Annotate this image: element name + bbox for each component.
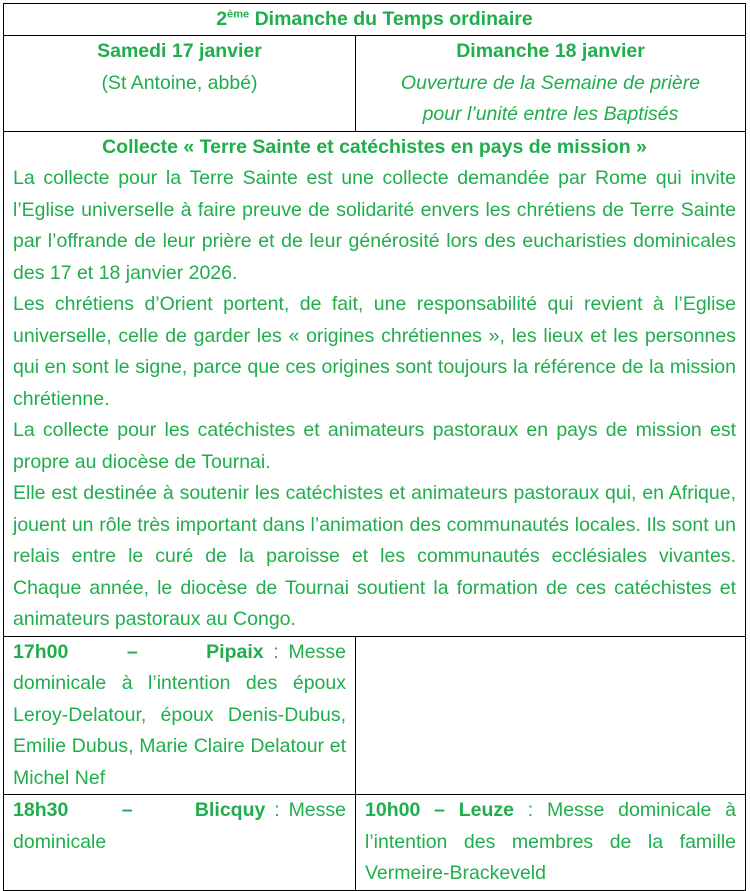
empty-cell (356, 636, 746, 795)
leuze-time-place: 10h00 – Leuze (365, 799, 514, 821)
days-row (4, 36, 746, 132)
page-title (4, 4, 746, 36)
evening-mass-row (4, 795, 746, 891)
collecte-paragraph: La collecte pour la Terre Sainte est une collecte demandée par Rome qui invite l’Eglise universelle à faire preuve de solidarité envers les chrétiens de Terre Sainte par l’offrande de leur prière et de leur générosité lors des eucharisties dominicales des 17 et 18 janvier 2026. (13, 167, 736, 284)
saturday-date: Samedi 17 janvier (97, 40, 262, 62)
title-text: Dimanche du Temps ordinaire (249, 8, 533, 30)
blicquy-time: 18h30 (13, 799, 69, 821)
blicquy-mass-cell (4, 795, 356, 891)
leuze-mass-cell (356, 795, 746, 891)
pipaix-desc: : Messe dominicale à l’intention des époux Leroy-Delatour, époux Denis-Dubus, Emilie Dubus, Marie Claire Delatour et Michel Nef (13, 640, 346, 789)
saturday-cell (4, 36, 356, 132)
blicquy-mass-entry (13, 795, 346, 858)
collecte-paragraph: Les chrétiens d’Orient portent, de fait, une responsabilité qui revient à l’Eglise universelle, celle de garder les « origines chrétiennes », les lieux et les personnes qui en sont le signe, parce que ces origines sont toujours la référence de la mission chrétienne. (13, 293, 736, 410)
pipaix-mass-cell (4, 636, 356, 795)
leuze-mass-entry (365, 795, 736, 890)
title-row (4, 4, 746, 36)
saturday-note: (St Antoine, abbé) (101, 71, 258, 94)
pipaix-place: Pipaix (206, 640, 264, 663)
schedule-table (3, 3, 746, 891)
sunday-date: Dimanche 18 janvier (456, 40, 645, 62)
leuze-desc: : Messe dominicale à l’intention des membres de la famille Vermeire-Brackeveld (365, 799, 736, 884)
collecte-cell (4, 131, 746, 636)
collecte-paragraph: La collecte pour les catéchistes et animateurs pastoraux en pays de mission est propre au diocèse de Tournai. (13, 419, 736, 473)
sunday-note-line2: pour l’unité entre les Baptisés (422, 103, 679, 125)
collecte-paragraph: Elle est destinée à soutenir les catéchistes et animateurs pastoraux qui, en Afrique, jouent un rôle très important dans l’animation des communautés locales. Ils sont un relais entre le curé de la paroisse et les communautés ecclésiales vivantes. Chaque année, le diocèse de Tournai soutient la formation de ces catéchistes et animateurs pastoraux au Congo. (13, 482, 736, 630)
bulletin-sheet (3, 3, 746, 891)
saturday-mass-row (4, 636, 746, 795)
sunday-cell (356, 36, 746, 132)
blicquy-place: Blicquy (194, 799, 266, 821)
pipaix-mass-entry (13, 637, 346, 795)
collecte-title: Collecte « Terre Sainte et catéchistes en pays de mission » (102, 135, 647, 158)
blicquy-desc: : Messe dominicale (13, 799, 346, 853)
pipaix-dash: – (126, 640, 138, 663)
title-number: 2 (216, 8, 228, 30)
sunday-note-line1: Ouverture de la Semaine de prière (400, 71, 701, 94)
pipaix-time: 17h00 (13, 640, 69, 663)
collecte-row (4, 131, 746, 636)
title-superscript: ème (227, 8, 250, 21)
blicquy-dash: – (121, 799, 133, 821)
